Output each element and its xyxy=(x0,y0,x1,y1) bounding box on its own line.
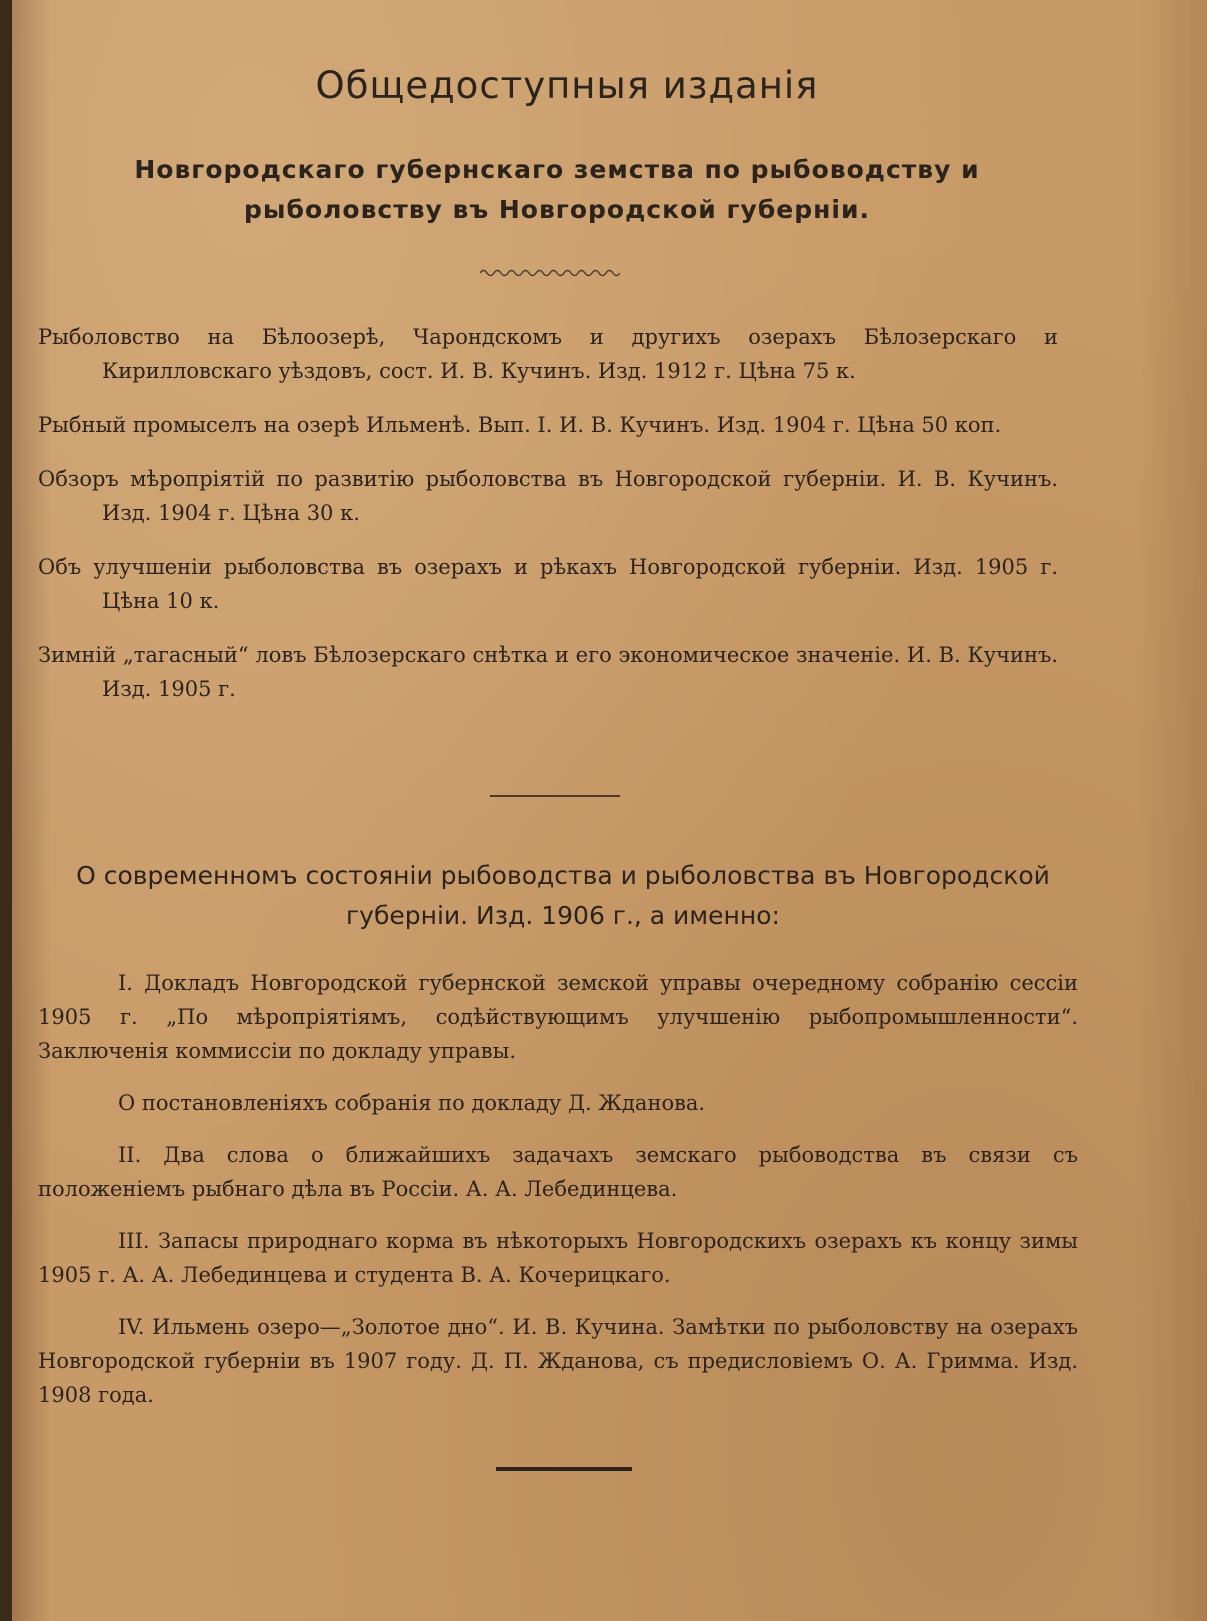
publication-list xyxy=(38,320,1058,726)
subtitle-line-2: рыболовству въ Новгородской губерніи. xyxy=(243,195,870,224)
section-heading-line-1: О современномъ состояніи рыбоводства и рыболовства въ Новгородской xyxy=(76,861,1050,890)
contents-item: О постановленіяхъ собранія по докладу Д. Жданова. xyxy=(118,1091,706,1115)
contents-item: II. Два слова о ближайшихъ задачахъ земскаго рыбоводства въ связи съ положеніемъ рыбнаго дѣла въ Россіи. А. А. Лебединцева. xyxy=(38,1143,1078,1201)
contents-item: III. Запасы природнаго корма въ нѣкоторыхъ Новгородскихъ озерахъ къ концу зимы 1905 г. А. А. Лебединцева и студента В. А. Кочерицкаго. xyxy=(38,1229,1078,1287)
section-heading xyxy=(38,856,1088,936)
page-shadow xyxy=(1137,0,1207,1621)
document-page xyxy=(12,0,1207,1621)
page-subtitle xyxy=(52,150,1062,230)
contents-list xyxy=(38,966,1078,1430)
publication-entry: Зимній „тагасный“ ловъ Бѣлозерскаго снѣтка и его экономическое значеніе. И. В. Кучинъ. Изд. 1905 г. xyxy=(38,643,1058,701)
page-title: Общедоступныя изданія xyxy=(315,64,819,107)
contents-item: I. Докладъ Новгородской губернской земской управы очередному собранію сессіи 1905 г. „По мѣропріятіямъ, содѣйствующимъ улучшенію рыбопромышленности“. Заключенія коммиссіи по докладу управы. xyxy=(38,971,1078,1063)
publication-entry: Рыболовство на Бѣлоозерѣ, Чарондскомъ и другихъ озерахъ Бѣлозерскаго и Кирилловскаго уѣздовъ, сост. И. В. Кучинъ. Изд. 1912 г. Цѣна 75 к. xyxy=(38,325,1058,383)
end-rule xyxy=(496,1467,632,1471)
ornament-divider xyxy=(480,268,620,278)
contents-item: IV. Ильмень озеро—„Золотое дно“. И. В. Кучина. Замѣтки по рыболовству на озерахъ Новгородской губерніи въ 1907 году. Д. П. Жданова, съ предисловіемъ О. А. Гримма. Изд. 1908 года. xyxy=(38,1315,1078,1407)
publication-entry: Обзоръ мѣропріятій по развитію рыболовства въ Новгородской губерніи. И. В. Кучинъ. Изд. 1904 г. Цѣна 30 к. xyxy=(38,467,1058,525)
publication-entry: Объ улучшеніи рыболовства въ озерахъ и рѣкахъ Новгородской губерніи. Изд. 1905 г. Цѣна 10 к. xyxy=(38,555,1058,613)
section-divider xyxy=(490,795,620,797)
publication-entry: Рыбный промыселъ на озерѣ Ильменѣ. Вып. I. И. В. Кучинъ. Изд. 1904 г. Цѣна 50 коп. xyxy=(38,413,1002,437)
subtitle-line-1: Новгородскаго губернскаго земства по рыбоводству и xyxy=(134,155,980,184)
section-heading-line-2: губерніи. Изд. 1906 г., а именно: xyxy=(346,901,780,930)
